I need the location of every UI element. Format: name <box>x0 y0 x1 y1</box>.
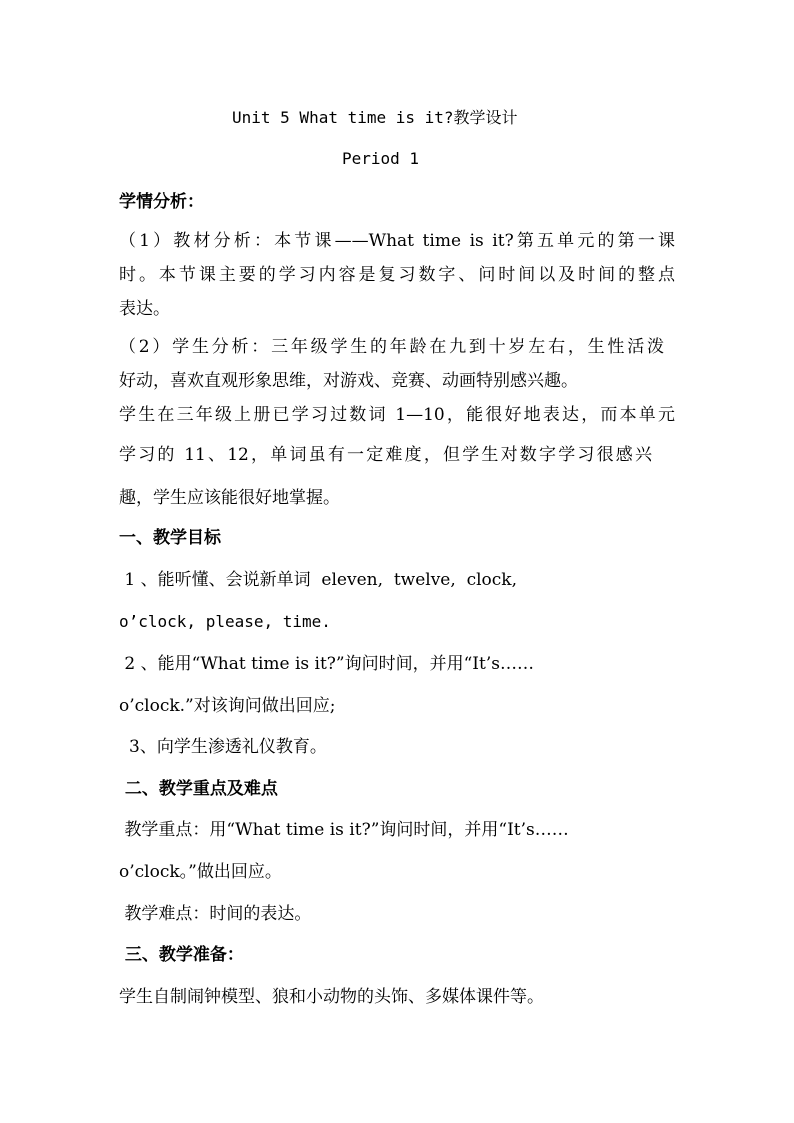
goal-3: 3、向学生渗透礼仪教育。 <box>129 737 327 757</box>
analysis-paragraph-2-line-2: 好动，喜欢直观形象思维，对游戏、竞赛、动画特别感兴趣。 <box>119 371 578 391</box>
key-point-difficulty: 教学难点：时间的表达。 <box>119 904 312 924</box>
analysis-paragraph-2-line-1: （2）学生分析：三年级学生的年龄在九到十岁左右，生性活泼 <box>119 337 664 357</box>
goal-1-line-1: 1 、能听懂、会说新单词 eleven, twelve, clock, <box>119 570 517 590</box>
key-point-focus-line-2: o’clock。”做出回应。 <box>119 862 282 882</box>
analysis-paragraph-1-line-3: 表达。 <box>119 299 170 319</box>
analysis-heading: 学情分析： <box>119 192 204 212</box>
goal-1-line-2: o’clock, please, time. <box>119 612 331 631</box>
analysis-paragraph-2-line-3: 学生在三年级上册已学习过数词 1—10，能很好地表达，而本单元 <box>119 405 675 425</box>
page-subtitle: Period 1 <box>342 149 420 168</box>
analysis-paragraph-2-line-5: 趣，学生应该能很好地掌握。 <box>119 488 340 508</box>
page-title: Unit 5 What time is it?教学设计 <box>232 108 518 127</box>
analysis-paragraph-1-line-2: 时。本节课主要的学习内容是复习数字、问时间以及时间的整点 <box>119 265 675 285</box>
preparation-heading: 三、教学准备： <box>119 945 244 965</box>
key-points-heading: 二、教学重点及难点 <box>119 779 278 799</box>
goals-heading: 一、教学目标 <box>119 528 221 548</box>
goal-2-line-1: 2 、能用“What time is it?”询问时间，并用“It’s…… <box>119 654 534 674</box>
key-point-focus-line-1: 教学重点：用“What time is it?”询问时间，并用“It’s…… <box>119 820 569 840</box>
goal-2-line-2: o’clock.”对该询问做出回应; <box>119 696 336 716</box>
analysis-paragraph-1-line-1: （1）教材分析：本节课——What time is it?第五单元的第一课 <box>119 231 675 251</box>
preparation-content: 学生自制闹钟模型、狼和小动物的头饰、多媒体课件等。 <box>119 987 544 1007</box>
analysis-paragraph-2-line-4: 学习的 11、12，单词虽有一定难度，但学生对数字学习很感兴 <box>119 445 652 465</box>
